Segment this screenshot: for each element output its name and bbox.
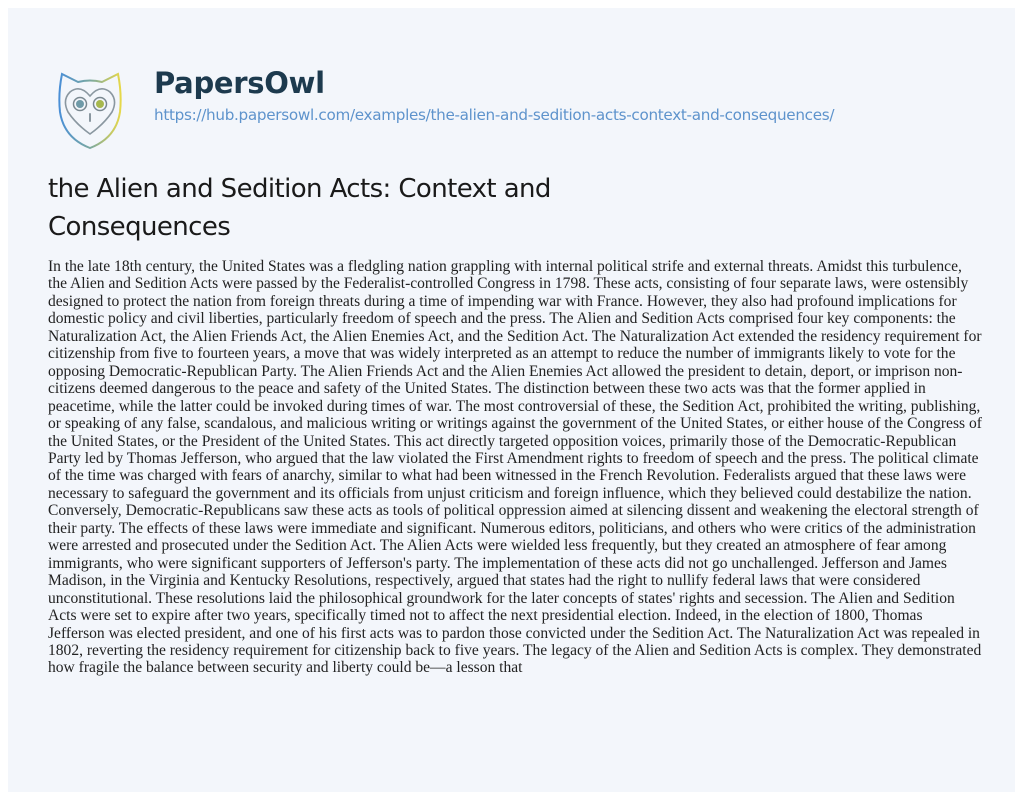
brand-block [154,68,834,125]
brand-name[interactable]: PapersOwl [154,66,325,100]
owl-logo-icon[interactable] [50,68,130,153]
essay-body: In the late 18th century, the United States was a fledgling nation grappling with internal political strife and external threats. Amidst this turbulence, the Alien and Sedition Acts were passed by the Federalist-controlled Congress in 1798. These acts, consisting of four separate laws, were ostensibly designed to protect the nation from foreign threats during a time of impending war with France. However, they also had profound implications for domestic policy and civil liberties, particularly freedom of speech and the press. The Alien and Sedition Acts comprised four key components: the Naturalization Act, the Alien Friends Act, the Alien Enemies Act, and the Sedition Act. The Naturalization Act extended the residency requirement for citizenship from five to fourteen years, a move that was widely interpreted as an attempt to reduce the number of immigrants likely to vote for the opposing Democratic-Republican Party. The Alien Friends Act and the Alien Enemies Act allowed the president to detain, deport, or imprison non-citizens deemed dangerous to the peace and safety of the United States. The distinction between these two acts was that the former applied in peacetime, while the latter could be invoked during times of war. The most controversial of these, the Sedition Act, prohibited the writing, publishing, or speaking of any false, scandalous, and malicious writing or writings against the government of the United States, or either house of the Congress of the United States, or the President of the United States. This act directly targeted opposition voices, primarily those of the Democratic-Republican Party led by Thomas Jefferson, who argued that the law violated the First Amendment rights to freedom of speech and the press. The political climate of the time was charged with fears of anarchy, similar to what had been witnessed in the French Revolution. Federalists argued that these laws were necessary to safeguard the government and its officials from unjust criticism and foreign influence, which they believed could destabilize the nation. Conversely, Democratic-Republicans saw these acts as tools of political oppression aimed at silencing dissent and weakening the electoral strength of their party. The effects of these laws were immediate and significant. Numerous editors, politicians, and others who were critics of the administration were arrested and prosecuted under the Sedition Act. The Alien Acts were wielded less frequently, but they created an atmosphere of fear among immigrants, who were significant supporters of Jefferson's party. The implementation of these acts did not go unchallenged. Jefferson and James Madison, in the Virginia and Kentucky Resolutions, respectively, argued that states had the right to nullify federal laws that were considered unconstitutional. These resolutions laid the philosophical groundwork for the later concepts of states' rights and secession. The Alien and Sedition Acts were set to expire after two years, specifically timed not to affect the next presidential election. Indeed, in the election of 1800, Thomas Jefferson was elected president, and one of his first acts was to pardon those convicted under the Sedition Act. The Naturalization Act was repealed in 1802, reverting the residency requirement for citizenship back to five years. The legacy of the Alien and Sedition Acts is complex. They demonstrated how fragile the balance between security and liberty could be—a lesson that [48,258,982,677]
source-url-link[interactable]: https://hub.papersowl.com/examples/the-alien-and-sedition-acts-context-and-consequences/ [154,106,835,124]
page-title: the Alien and Sedition Acts: Context and Consequences [48,174,551,242]
